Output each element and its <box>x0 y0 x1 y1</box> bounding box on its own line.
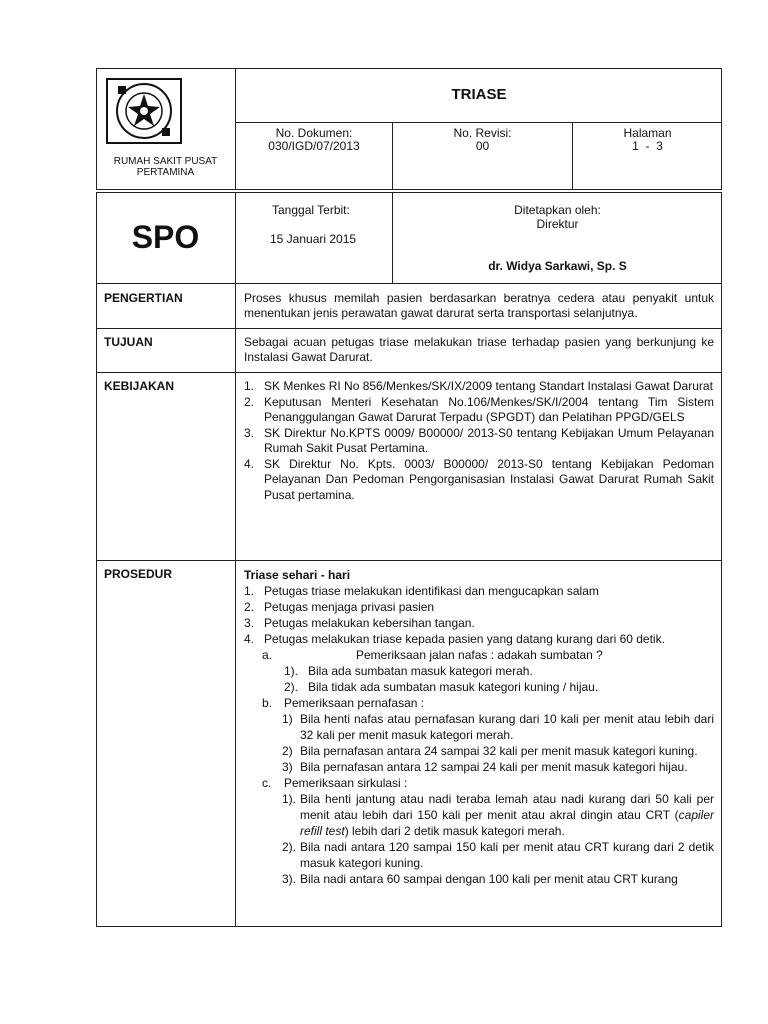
list-item: 1) Bila henti nafas atau pernafasan kurang dari 10 kali per menit atau lebih dari 32 kali per menit masuk kategori merah. <box>282 712 714 742</box>
content-divider-vertical <box>235 284 236 927</box>
subsection-b-list <box>282 711 714 775</box>
list-item: 3) Bila pernafasan antara 12 sampai 24 kali per menit masuk kategori hijau. <box>282 760 688 774</box>
pengertian-text: Proses khusus memilah pasien berdasarkan beratnya cedera atau penyakit untuk menentukan jenis perawatan gawat darurat serta transportasi selanjutnya. <box>244 291 714 320</box>
prosedur-content <box>244 567 714 887</box>
list-item: 2. Keputusan Menteri Kesehatan No.106/Menkes/SK/I/2004 tentang Tim Sistem Penanggulangan Gawat Darurat Terpadu (SPGDT) dan Pelatihan PPGD/GELS <box>244 394 714 424</box>
pertamina-emblem-icon <box>108 80 180 142</box>
list-item: 3. SK Direktur No.KPTS 0009/ B00000/ 2013-S0 tentang Kebijakan Umum Pelayanan Rumah Sakit Pusat Pertamina. <box>244 425 714 455</box>
subsection-a: a. Pemeriksaan jalan nafas : adakah sumbatan ? <box>262 648 603 662</box>
row-divider-3 <box>96 560 722 561</box>
page-value: 1 - 3 <box>632 139 663 153</box>
tujuan-text: Sebagai acuan petugas triase melakukan triase terhadap pasien yang berkunjung ke Instalasi Gawat Darurat. <box>244 335 714 364</box>
list-item: 2. Petugas menjaga privasi pasien <box>244 600 435 614</box>
revision-value: 00 <box>475 139 490 153</box>
list-item: 1). Bila henti jantung atau nadi teraba lemah atau nadi kurang dari 50 kali per menit atau lebih dari 150 kali per menit atau akral dingin atau CRT (capiler refill test) lebih dari 2 detik masuk kategori merah. <box>282 792 714 838</box>
subsection-c-list <box>282 791 714 887</box>
header-divider-horizontal <box>235 122 722 123</box>
revision-label: No. Revisi: <box>453 126 512 140</box>
approved-role: Direktur <box>536 217 579 231</box>
list-item: 4. SK Direktur No. Kpts. 0003/ B00000/ 2013-S0 tentang Kebijakan Pedoman Pelayanan Dan Pedoman Pengorganisasian Instalasi Gawat Darurat Rumah Sakit Pusat pertamina. <box>244 456 714 502</box>
meta-divider-1 <box>235 192 236 284</box>
list-item: 1). Bila ada sumbatan masuk kategori merah. <box>284 664 533 678</box>
subsection-a-list <box>284 663 714 695</box>
pengertian-label: PENGERTIAN <box>104 291 183 305</box>
kebijakan-label: KEBIJAKAN <box>104 379 175 393</box>
list-item: 1. SK Menkes RI No 856/Menkes/SK/IX/2009 tentang Standart Instalasi Gawat Darurat <box>244 379 713 393</box>
approved-name: dr. Widya Sarkawi, Sp. S <box>488 259 627 273</box>
list-item: 2). Bila tidak ada sumbatan masuk kategori kuning / hijau. <box>284 680 599 694</box>
list-item: 3). Bila nadi antara 60 sampai dengan 100 kali per menit atau CRT kurang <box>282 872 678 886</box>
prosedur-steps <box>244 583 714 647</box>
row-divider-2 <box>96 372 722 373</box>
spo-label: SPO <box>131 219 200 255</box>
doc-no-label: No. Dokumen: <box>275 126 353 140</box>
doc-no-value: 030/IGD/07/2013 <box>268 139 360 153</box>
document-title: TRIASE <box>451 86 507 103</box>
subsection-c: c. Pemeriksaan sirkulasi : <box>262 776 408 790</box>
row-divider-1 <box>96 328 722 329</box>
issued-label: Tanggal Terbit: <box>272 203 350 217</box>
list-item: 2) Bila pernafasan antara 24 sampai 32 kali per menit masuk kategori kuning. <box>282 744 698 758</box>
list-item: 1. Petugas triase melakukan identifikasi dan mengucapkan salam <box>244 584 599 598</box>
list-item: 4. Petugas melakukan triase kepada pasien yang datang kurang dari 60 detik. <box>244 632 665 646</box>
hospital-logo <box>106 78 182 144</box>
approved-label: Ditetapkan oleh: <box>514 203 601 217</box>
prosedur-label: PROSEDUR <box>104 567 173 581</box>
page-label: Halaman <box>623 126 672 140</box>
prosedur-subtitle: Triase sehari - hari <box>244 568 351 582</box>
hospital-name: RUMAH SAKIT PUSAT PERTAMINA <box>113 156 218 178</box>
tujuan-label: TUJUAN <box>104 335 153 349</box>
issued-value: 15 Januari 2015 <box>270 232 357 246</box>
list-item: 3. Petugas melakukan kebersihan tangan. <box>244 616 475 630</box>
list-item: 2). Bila nadi antara 120 sampai 150 kali per menit atau CRT kurang dari 2 detik masuk kategori kuning. <box>282 840 714 870</box>
kebijakan-list <box>244 379 714 503</box>
subsection-b: b. Pemeriksaan pernafasan : <box>262 696 425 710</box>
